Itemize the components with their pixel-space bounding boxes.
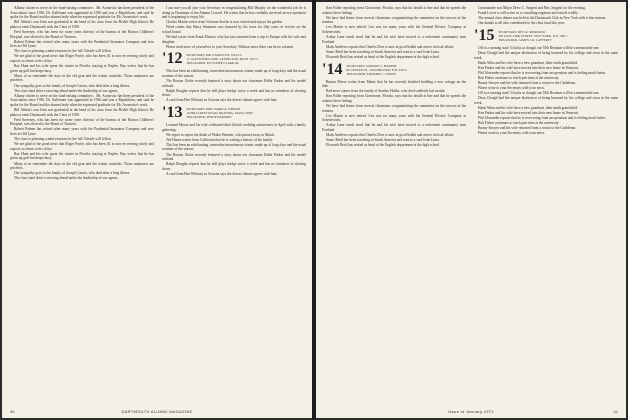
column-paragraph: Hank Allen and his wife have a new grandson, their ninth grandchild. — [478, 106, 578, 110]
column-paragraph: Please send news of yourselves to your Secretary. Without news there can be no column. — [166, 44, 294, 49]
column-paragraph: Bob Fisher continues to teach part time at the university. — [478, 75, 560, 80]
page-number: 40 — [10, 409, 15, 414]
class-treasurer: TREASURER, FLETCHER CLARK JR. — [186, 61, 240, 66]
class-secretary: SECRETARY, GORDON C. HARPER — [346, 63, 397, 68]
class-year-number: '12 — [162, 50, 183, 68]
class-year-number: '13 — [162, 104, 183, 121]
column-paragraph: Leonard Moore and his wife celebrated their fiftieth wedding anniversary in April with a family gathering. — [162, 123, 306, 132]
page-number: 41 — [613, 409, 618, 414]
column-paragraph: Frank Lewis is still active as a consulting engineer and travels widely. — [478, 11, 579, 16]
class-address: 305 EAST 43RD STREET, NEW YORK, N.Y. 10017 — [498, 33, 568, 38]
column-paragraph: Ralph Douglas reports that he still plays bridge twice a week and has no intention of slowing down. — [162, 162, 306, 171]
class-heading — [162, 52, 306, 66]
class-heading — [162, 106, 306, 120]
column-paragraph: Arthur Lane sends word that he and his wife have moved to a retirement community near Portland. — [322, 123, 466, 132]
column-paragraph: Bunny Sawyer and his wife returned from a cruise to the Caribbean. — [478, 81, 576, 86]
column-paragraph: Bill Abbott's son John was graduated at the head of his class from the Bethel High School. He plans to enter Dartmouth with the Class of 1969. — [10, 107, 154, 117]
class-treasurer: TREASURER, JAMES S.R. LAFFERTY — [498, 37, 552, 42]
column-paragraph: Bill Abbott's son John was graduated at the head of his class from the Bethel High School. He plans to enter Dartmouth with the Class of 1969. — [10, 20, 154, 29]
class-year-number: '15 — [474, 26, 495, 44]
left-page — [2, 2, 312, 418]
column-paragraph: Ray Hunt and his wife spent the winter in Florida, staying at Naples. Ray writes that he has given up golf but keeps busy. — [10, 64, 154, 73]
column-paragraph: Bob Fisher continues to teach part time at the university. — [478, 121, 560, 126]
right-column-2 — [474, 6, 618, 402]
column-paragraph: A card from Ben Whitney in Arizona says the desert climate agrees with him. — [166, 171, 278, 176]
column-paragraph: We are glad of the good news that Roger Potter, who has been ill, is now recovering nicely and expects to return to his office. — [10, 54, 154, 64]
column-paragraph: Hank Allen and his wife have a new grandson, their ninth grandchild. — [478, 60, 578, 65]
class-secretary: SECRETARY, REV. R. MURDOCK — [498, 29, 546, 34]
column-paragraph: The class is planning a mini-reunion for the fall. Details will follow. — [14, 49, 112, 54]
column-paragraph: Ray Hunt and his wife spent the winter in Florida, staying at Naples. Ray writes that he has given up golf but keeps busy. — [10, 151, 154, 161]
column-paragraph: Commander was Major Drew C. Sargent and Mrs. Sargent for the evening. — [478, 6, 586, 10]
column-paragraph: Mark Andrews reports that Charles Dow is now in good health and active in local affairs. — [326, 44, 455, 49]
column-paragraph: Bunny Sawyer and his wife returned from a cruise to the Caribbean. — [478, 126, 576, 131]
column-paragraph: Phil Alexander reports that he is recovering from an operation and is feeling much better. — [478, 116, 607, 121]
class-secretary: SECRETARY, MRS. WARD A. WRIGHT — [186, 107, 241, 111]
class-address: 86 CENTER ST., WINCHESTER, N.H. 03470 — [346, 67, 407, 72]
column-paragraph: Ken Parker and his wife have moved into their new home in Vermont. — [478, 111, 579, 116]
footer-title: DARTMOUTH ALUMNI MAGAZINE — [121, 409, 193, 414]
column-paragraph: Please write to your Secretary with your news. — [478, 86, 546, 91]
column-paragraph: This has been an exhilarating, somewhat monotonous winter, made up of long days and the usual routines of the season. — [162, 69, 306, 78]
column-paragraph: Ralph Douglas reports that he still plays bridge twice a week and has no intention of slowing down. — [162, 88, 306, 98]
class-heading — [322, 60, 466, 78]
column-paragraph: The class is planning a mini-reunion for the fall. Details will follow. — [14, 137, 112, 142]
class-treasurer: TREASURER, PHILIP HARMON — [186, 115, 232, 119]
column-paragraph: We have had letters from several classmates congratulating the committee on the success of the reunion. — [322, 104, 466, 113]
class-year-number: '14 — [322, 60, 343, 78]
right-column-1 — [322, 6, 466, 402]
column-paragraph: The class fund drive is moving ahead under the leadership of our agents. — [14, 88, 119, 93]
column-paragraph: Arthur Lane sends word that he and his wife have moved to a retirement community near Portland. — [322, 35, 466, 44]
column-paragraph: This has been an exhilarating, somewhat monotonous winter, made up of long days and the usual routines of the season. — [162, 142, 306, 152]
column-paragraph: Our sympathy goes to the family of Joseph Carson, who died after a long illness. — [14, 83, 131, 88]
column-paragraph: Word comes that Harry Simmons was honored by his town for fifty years of service on the school board. — [162, 25, 306, 34]
column-paragraph: The class fund drive is moving ahead under the leadership of our agents. — [14, 176, 119, 181]
class-officers — [498, 29, 567, 42]
column-paragraph: Leo Martin is now retired. Leo was for many years with the General Electric Company at Schenectady. — [322, 113, 466, 123]
column-paragraph: Off to a running start! It looks as though our 55th Reunion will be a memorable one. — [478, 91, 600, 96]
class-officers — [186, 52, 257, 65]
column-paragraph: Fred Sweeney, who has been for some years director of the bureau of the Boston Children's Hospital, was elected to the Board of Trustees. — [10, 117, 154, 127]
column-paragraph: Our thanks to all who contributed to the class fund this year. — [478, 21, 565, 26]
column-paragraph: Off to a running start! It looks as though our 55th Reunion will be a memorable one. — [478, 45, 600, 50]
left-column-2 — [162, 6, 306, 402]
column-paragraph: Dean Clough had the unique distinction of being honored by his college and town in the same week. — [474, 96, 618, 105]
column-paragraph: Our sympathy goes to the family of Joseph Carson, who died after a long illness. — [14, 171, 131, 176]
class-heading — [474, 26, 618, 44]
column-paragraph: Elsworth Beck has retired as head of the English department at the high school. — [326, 54, 441, 59]
column-paragraph: We have had letters from several classmates congratulating the committee on the success of the reunion. — [322, 15, 466, 25]
column-paragraph: I am sure you all join your Secretary in congratulating Bill Murphy on the wonderful job he is doing as Chairman of the Alumni Council. He writes that he has cordially survived an eye operation and is beginning to enjoy life. — [162, 6, 306, 20]
class-secretary: SECRETARY, MR. STANLEY B. WELLS — [186, 53, 242, 58]
class-address: 19 HILLCREST ROAD, READING, MASS. 01867 — [186, 111, 254, 115]
column-paragraph: Bad news comes from the family of Stanley Hobbs, who died suddenly last month. — [326, 89, 446, 94]
right-page — [316, 2, 626, 418]
column-paragraph: We regret to report the death of Walter Bennett, who passed away in March. — [166, 132, 276, 137]
column-paragraph: Stuart Reed has been traveling in South America and sent us a card from Lima. — [326, 138, 440, 143]
column-paragraph: We had a note from Frank Elmore, who has just returned from a trip to Europe with his wife and daughter. — [162, 35, 306, 44]
class-treasurer: TREASURER, EDWARD L. CURTIS — [346, 71, 396, 76]
column-paragraph: Stuart Reed has been traveling in South America and sent us a card from Lima. — [326, 49, 440, 54]
column-paragraph: The annual class dinner was held at the Dartmouth Club in New York with a fine turnout. — [478, 16, 607, 21]
left-column-1 — [10, 6, 154, 402]
column-paragraph: The Boston Globe recently featured a story about our classmate Eddie Parker and his model railroad. — [162, 152, 306, 162]
column-paragraph: Mark Andrews reports that Charles Dow is now in good health and active in local affairs. — [326, 133, 455, 138]
column-paragraph: Albany citizen to serve on the fund-raising committee... Mr. Aronovitz has been president of the Association since 1936. Dr. Kalleman was appointed in 1936 and was a Republican, and said he spoke for the Board and the alumni body when he expressed gratitude for Mr. Aronovitz's work. — [10, 93, 154, 107]
column-paragraph: Fred Sweeney, who has been for some years director of the bureau of the Boston Children's Hospital, was elected to the Board of Trustees. — [10, 29, 154, 39]
column-paragraph: We are glad of the good news that Roger Potter, who has been ill, is now recovering nicely and expects to return to his office. — [10, 142, 154, 151]
column-paragraph: Please write to your Secretary with your news. — [478, 131, 546, 136]
column-paragraph: Elsworth Beck has retired as head of the English department at the high school. — [326, 143, 441, 148]
column-paragraph: The Boston Globe recently featured a story about our classmate Eddie Parker and his model railroad. — [162, 79, 306, 88]
column-paragraph: Phil Alexander reports that he is recovering from an operation and is feeling much better. — [478, 70, 607, 75]
column-paragraph: Ken Fuller reporting from Clearwater, Florida, says that his health is fine and that he spends the winters there fishing. — [322, 6, 466, 15]
column-paragraph: Albany citizen to serve on the fund-raising committee... Mr. Aronovitz has been president of the Association since 1936. Dr. Kalleman was appointed in 1936 and was a Republican, and said he spoke for the Board and the alumni body when he expressed gratitude for Mr. Aronovitz's work. — [10, 6, 154, 20]
column-paragraph: Dean Clough had the unique distinction of being honored by his college and town in the same week. — [474, 50, 618, 60]
column-paragraph: Ted Hazen writes from California that he is writing a history of his family. — [166, 137, 273, 142]
class-address: 11 GLENWOOD LANE, LEXINGTON, MASS. 02173 — [186, 57, 258, 62]
column-paragraph: Robert Palmer has retired after many years with the Prudential Insurance Company and now lives in Old Lyme. — [10, 127, 154, 136]
footer-title: Issue of January 1971 — [448, 409, 494, 414]
column-paragraph: Many of us remember the days in the old gym and the winter carnivals. Those memories are priceless. — [10, 161, 154, 171]
column-paragraph: Robert Palmer has retired after many years with the Prudential Insurance Company and now lives in Old Lyme. — [10, 39, 154, 49]
class-officers — [186, 106, 253, 119]
column-paragraph: Leo Martin is now retired. Leo was for many years with the General Electric Company at Schenectady. — [322, 25, 466, 34]
column-paragraph: Ken Parker and his wife have moved into their new home in Vermont. — [478, 65, 579, 70]
class-officers — [346, 63, 406, 76]
column-paragraph: Ken Fuller reporting from Clearwater, Florida, says that his health is fine and that he spends the winters there fishing. — [322, 94, 466, 103]
column-paragraph: Charles Martin writes from Vermont that he is now retired and enjoys his garden. — [166, 20, 283, 25]
column-paragraph: Many of us remember the days in the old gym and the winter carnivals. Those memories are priceless. — [10, 73, 154, 83]
column-paragraph: A card from Ben Whitney in Arizona says the desert climate agrees with him. — [166, 98, 278, 103]
column-paragraph: Burton Morse writes from Maine that he has recently finished building a new cottage on the lake. — [322, 79, 466, 89]
